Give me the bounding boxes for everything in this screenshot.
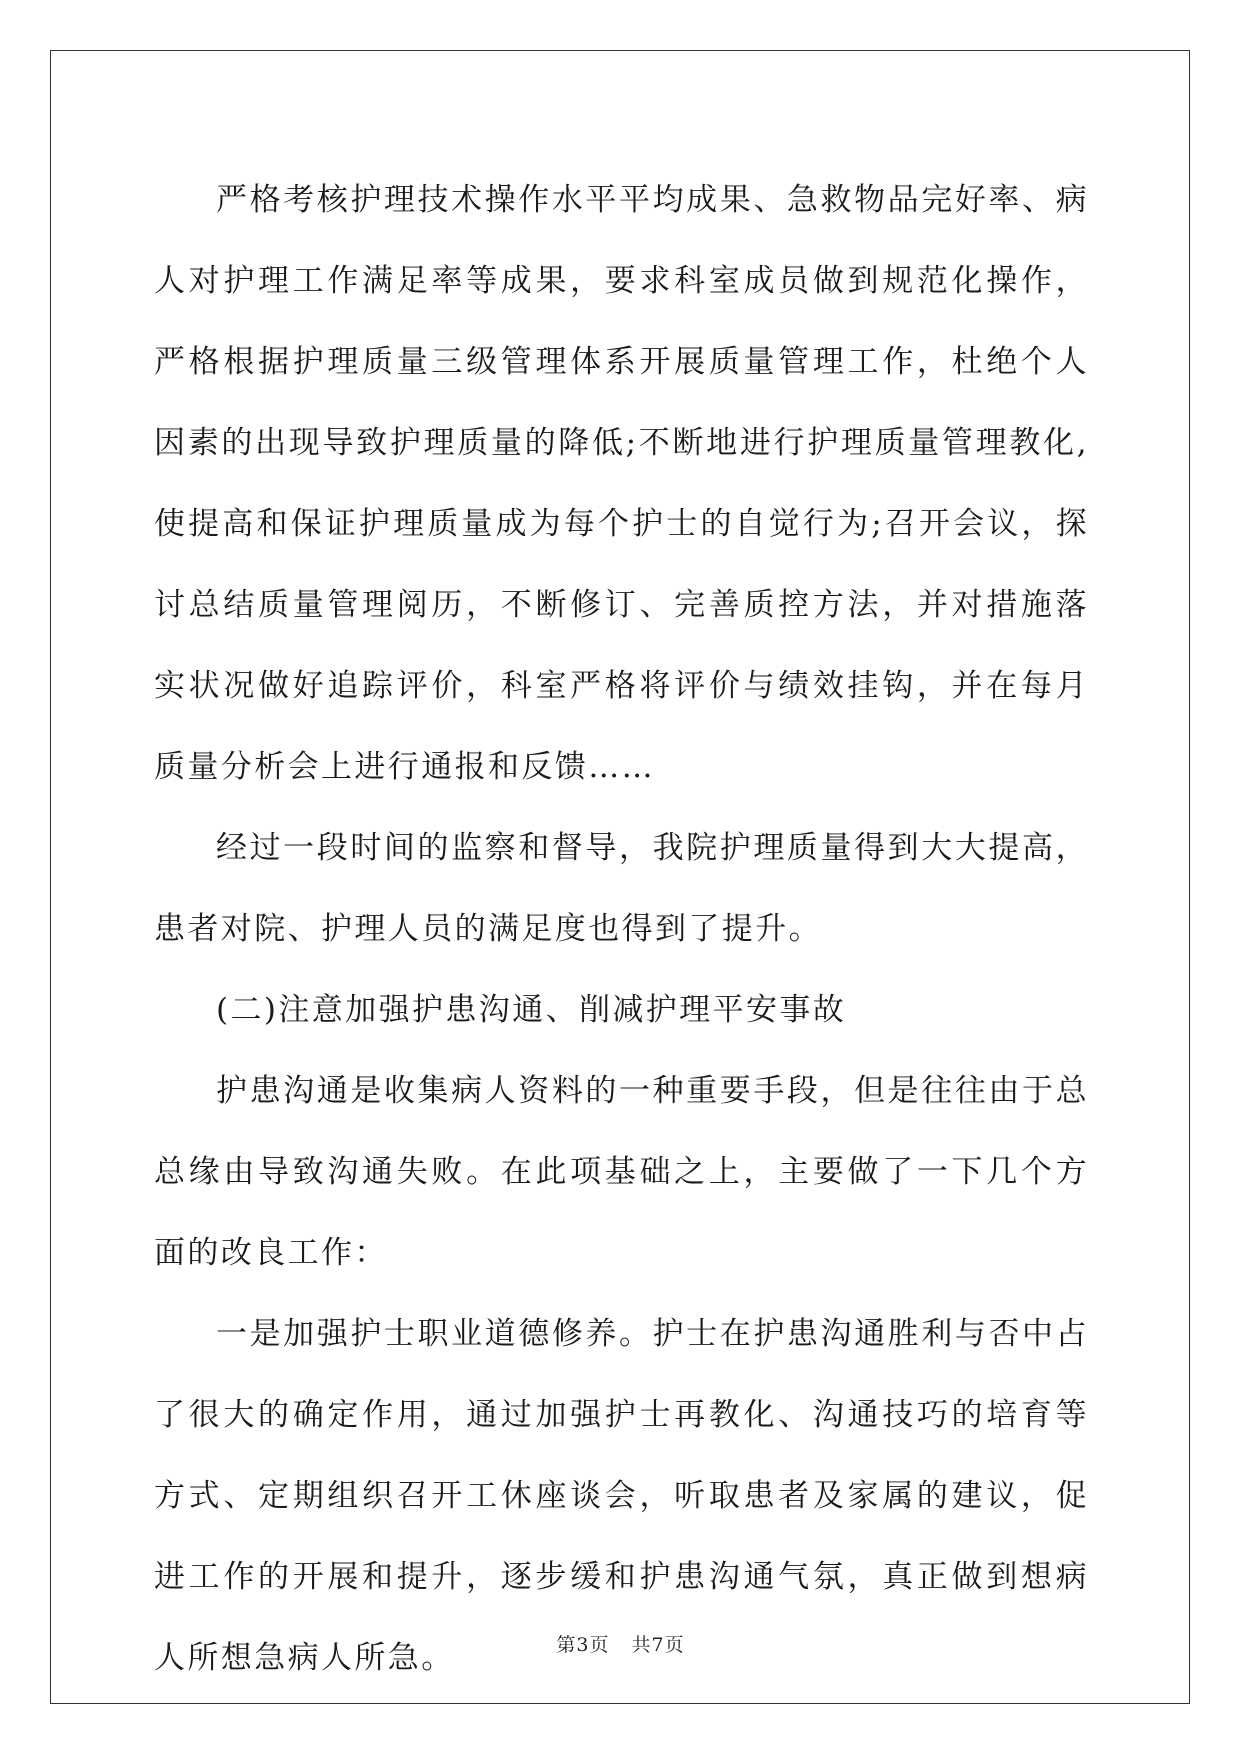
document-body <box>154 160 1089 1699</box>
section-heading-communication: (二)注意加强护患沟通、削减护理平安事故 <box>216 992 847 1028</box>
paragraph-ethics: 一是加强护士职业道德修养。护士在护患沟通胜利与否中占了很大的确定作用，通过加强护士再教化、沟通技巧的培育等方式、定期组织召开工休座谈会，听取患者及家属的建议，促进工作的开展和提升，逐步缓和护患沟通气氛，真正做到想病人所想急病人所急。 <box>154 1316 1089 1676</box>
paragraph-communication-intro: 护患沟通是收集病人资料的一种重要手段，但是往往由于总总缘由导致沟通失败。在此项基础之上，主要做了一下几个方面的改良工作： <box>154 1073 1089 1271</box>
paragraph-supervision-result: 经过一段时间的监察和督导，我院护理质量得到大大提高，患者对院、护理人员的满足度也得到了提升。 <box>154 830 1089 947</box>
page-total: 共7页 <box>631 1634 685 1656</box>
paragraph-quality-assessment: 严格考核护理技术操作水平平均成果、急救物品完好率、病人对护理工作满足率等成果，要求科室成员做到规范化操作，严格根据护理质量三级管理体系开展质量管理工作，杜绝个人因素的出现导致护理质量的降低;不断地进行护理质量管理教化,使提高和保证护理质量成为每个护士的自觉行为;召开会议，探讨总结质量管理阅历，不断修订、完善质控方法，并对措施落实状况做好追踪评价，科室严格将评价与绩效挂钩，并在每月质量分析会上进行通报和反馈…… <box>154 182 1089 785</box>
page-footer <box>0 1630 1241 1657</box>
page-number: 第3页 <box>556 1634 610 1656</box>
